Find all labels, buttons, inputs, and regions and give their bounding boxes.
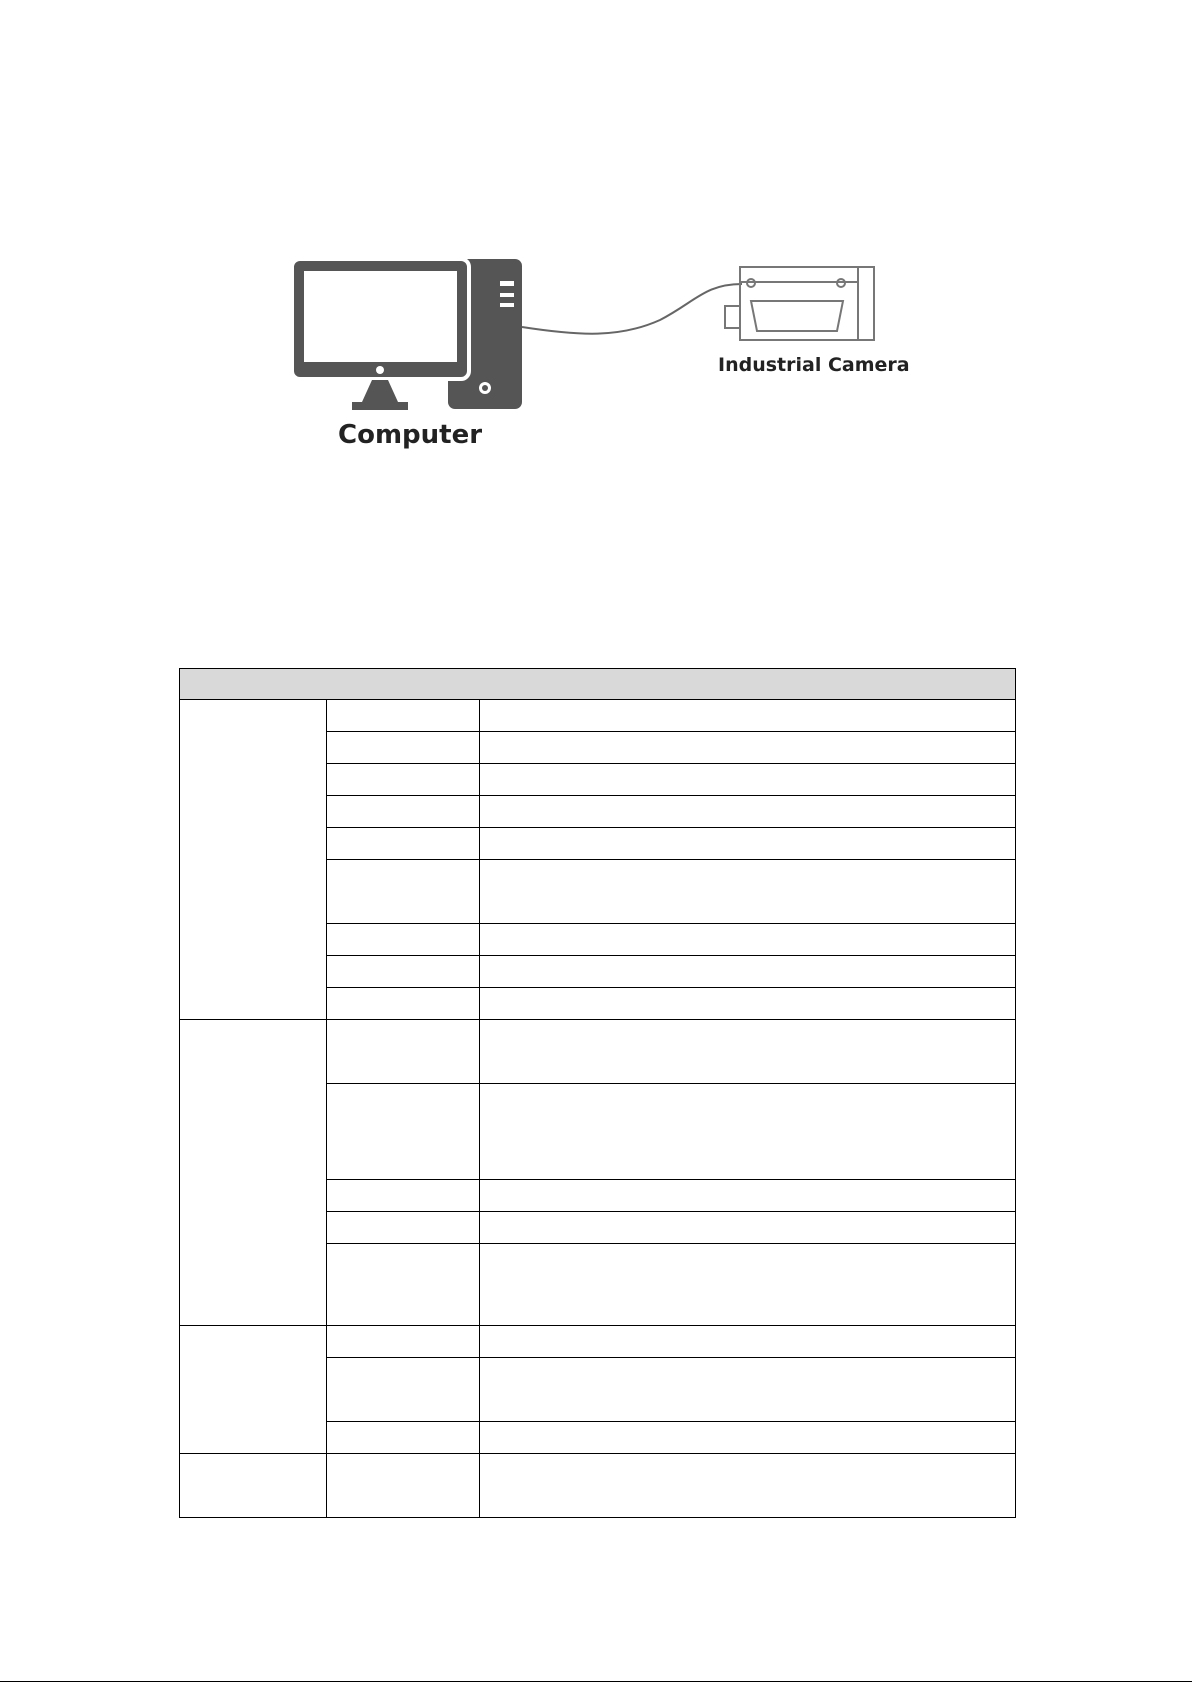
- table-header-row: [180, 669, 1016, 700]
- value-cell: [480, 796, 1016, 828]
- param-cell: [327, 1358, 480, 1422]
- group-cell: [180, 700, 327, 1020]
- value-cell: [480, 924, 1016, 956]
- value-cell: [480, 828, 1016, 860]
- param-cell: [327, 764, 480, 796]
- value-cell: [480, 764, 1016, 796]
- table-row: [180, 1454, 1016, 1518]
- param-cell: [327, 988, 480, 1020]
- camera-icon: [725, 267, 874, 340]
- value-cell: [480, 956, 1016, 988]
- param-cell: [327, 1422, 480, 1454]
- value-cell: [480, 1454, 1016, 1518]
- value-cell: [480, 700, 1016, 732]
- table-row: [180, 1020, 1016, 1084]
- value-cell: [480, 1422, 1016, 1454]
- value-cell: [480, 860, 1016, 924]
- computer-icon: [292, 259, 522, 410]
- spec-table: [179, 668, 1016, 1518]
- connection-diagram: [0, 0, 1192, 470]
- value-cell: [480, 988, 1016, 1020]
- camera-label: Industrial Camera: [718, 354, 910, 376]
- value-cell: [480, 1212, 1016, 1244]
- value-cell: [480, 1358, 1016, 1422]
- param-cell: [327, 860, 480, 924]
- table-header-cell: [180, 669, 1016, 700]
- param-cell: [327, 700, 480, 732]
- value-cell: [480, 732, 1016, 764]
- value-cell: [480, 1244, 1016, 1326]
- param-cell: [327, 1244, 480, 1326]
- group-cell: [180, 1326, 327, 1454]
- param-cell: [327, 732, 480, 764]
- value-cell: [480, 1020, 1016, 1084]
- table-row: [180, 700, 1016, 732]
- param-cell: [327, 1326, 480, 1358]
- value-cell: [480, 1326, 1016, 1358]
- value-cell: [480, 1084, 1016, 1180]
- param-cell: [327, 796, 480, 828]
- computer-label: Computer: [338, 420, 483, 450]
- param-cell: [327, 1454, 480, 1518]
- param-cell: [327, 924, 480, 956]
- param-cell: [327, 1212, 480, 1244]
- param-cell: [327, 1020, 480, 1084]
- value-cell: [480, 1180, 1016, 1212]
- param-cell: [327, 1084, 480, 1180]
- group-cell: [180, 1020, 327, 1326]
- param-cell: [327, 1180, 480, 1212]
- table-row: [180, 1326, 1016, 1358]
- cable-line: [522, 284, 742, 334]
- param-cell: [327, 956, 480, 988]
- group-cell: [180, 1454, 327, 1518]
- param-cell: [327, 828, 480, 860]
- footer-rule: [0, 1681, 1192, 1682]
